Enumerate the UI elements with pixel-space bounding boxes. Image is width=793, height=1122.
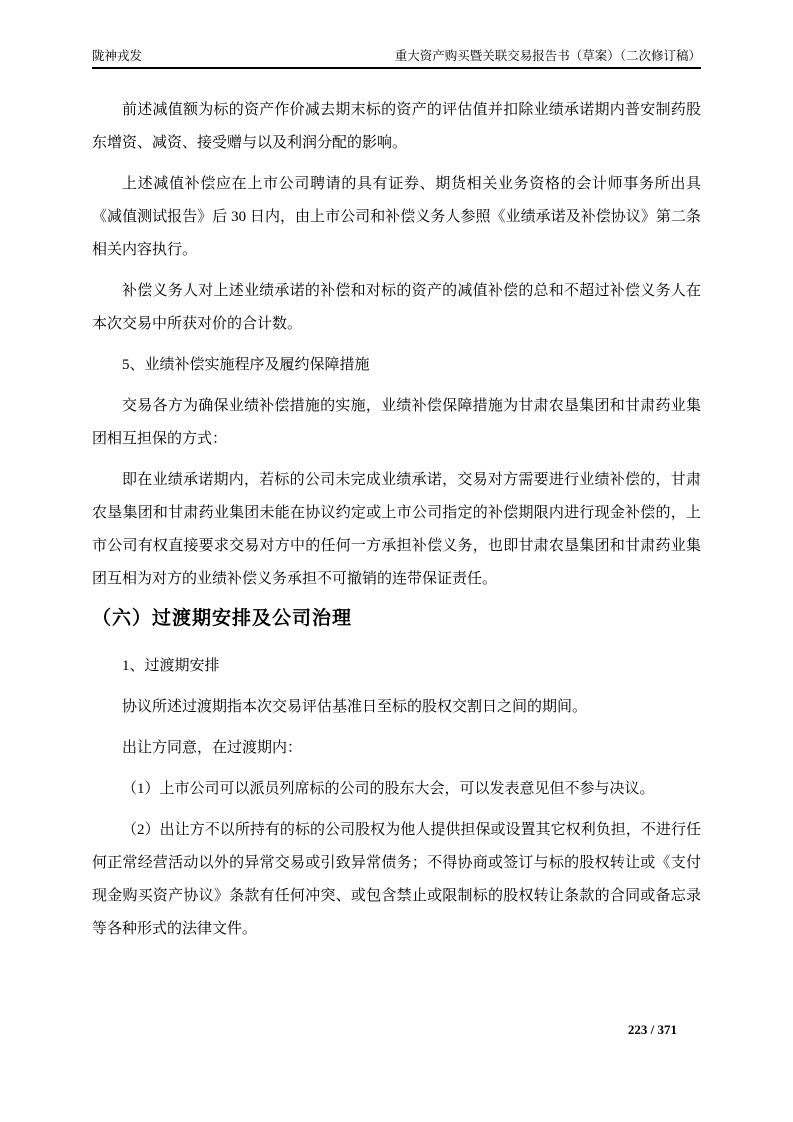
paragraph-transition-period-definition: 协议所述过渡期指本次交易评估基准日至标的股权交割日之间的期间。 xyxy=(122,699,588,715)
paragraph-item-2-no-encumbrance: （2）出让方不以所持有的标的公司股权为他人提供担保或设置其它权利负担，不进行任何正常经营活动以外的异常交易或引致异常债务；不得协商或签订与标的股权转让或《支付现金购买资产协议》条款有任何冲突、或包含禁止或限制标的股权转让条款的合同或备忘录等各种形式的法律文件。 xyxy=(92,822,701,937)
document-body xyxy=(92,94,701,954)
paragraph-mutual-guarantee-detail: 即在业绩承诺期内，若标的公司未完成业绩承诺，交易对方需要进行业绩补偿的，甘肃农垦集团和甘肃药业集团未能在协议约定或上市公司指定的补偿期限内进行现金补偿的，上市公司有权直接要求交易对方中的任何一方承担补偿义务，也即甘肃农垦集团和甘肃药业集团互相为对方的业绩补偿义务承担不可撤销的连带保证责任。 xyxy=(92,472,701,587)
paragraph-guarantee-arrangement: 交易各方为确保业绩补偿措施的实施，业绩补偿保障措施为甘肃农垦集团和甘肃药业集团相互担保的方式： xyxy=(92,398,701,447)
header-report-title: 重大资产购买暨关联交易报告书（草案）（二次修订稿） xyxy=(394,49,701,63)
heading-1-transition-arrangement: 1、过渡期安排 xyxy=(122,658,220,674)
paragraph-compensation-cap: 补偿义务人对上述业绩承诺的补偿和对标的资产的减值补偿的总和不超过补偿义务人在本次交易中所获对价的合计数。 xyxy=(92,283,701,332)
paragraph-item-1-shareholder-meeting: （1）上市公司可以派员列席标的公司的股东大会，可以发表意见但不参与决议。 xyxy=(122,781,655,797)
paragraph-transferor-agrees: 出让方同意，在过渡期内： xyxy=(122,740,303,756)
header-company-name: 陇神戎发 xyxy=(92,49,143,63)
heading-section-6-transition-period: （六）过渡期安排及公司治理 xyxy=(92,608,353,629)
page-header xyxy=(92,48,701,69)
paragraph-impairment-compensation-procedure: 上述减值补偿应在上市公司聘请的具有证券、期货相关业务资格的会计师事务所出具《减值测试报告》后 30 日内，由上市公司和补偿义务人参照《业绩承诺及补偿协议》第二条相关内容执行。 xyxy=(92,176,701,258)
heading-5-performance-compensation: 5、业绩补偿实施程序及履约保障措施 xyxy=(122,357,370,373)
page-number: 223 / 371 xyxy=(627,1022,677,1037)
paragraph-impairment-definition: 前述减值额为标的资产作价减去期末标的资产的评估值并扣除业绩承诺期内普安制药股东增资、减资、接受赠与以及利润分配的影响。 xyxy=(92,102,701,151)
